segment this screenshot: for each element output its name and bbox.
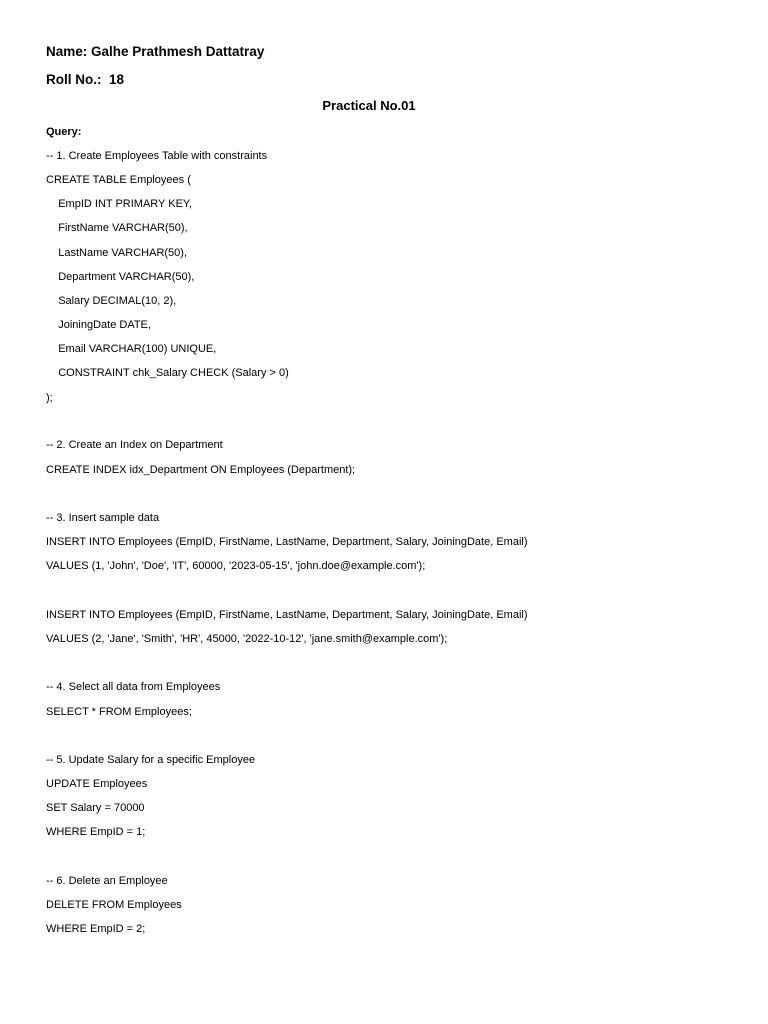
code-line: CREATE INDEX idx_Department ON Employees (Department); <box>46 464 356 476</box>
code-line: CONSTRAINT chk_Salary CHECK (Salary > 0) <box>46 367 289 379</box>
code-line: UPDATE Employees <box>46 778 148 790</box>
code-line: INSERT INTO Employees (EmpID, FirstName, LastName, Department, Salary, JoiningDate, Email) <box>46 536 528 548</box>
code-line: -- 2. Create an Index on Department <box>46 439 223 451</box>
query-label: Query: <box>46 126 82 138</box>
code-line: VALUES (1, 'John', 'Doe', 'IT', 60000, '2023-05-15', 'john.doe@example.com'); <box>46 560 426 572</box>
page-title: Practical No.01 <box>322 98 416 113</box>
code-line: VALUES (2, 'Jane', 'Smith', 'HR', 45000, '2022-10-12', 'jane.smith@example.com'); <box>46 633 448 645</box>
code-line: WHERE EmpID = 1; <box>46 826 146 838</box>
student-name: Name: Galhe Prathmesh Dattatray <box>46 44 265 59</box>
code-line: Salary DECIMAL(10, 2), <box>46 295 177 307</box>
code-line: Department VARCHAR(50), <box>46 271 195 283</box>
code-line: ); <box>46 392 53 404</box>
code-line: SET Salary = 70000 <box>46 802 145 814</box>
code-line: Email VARCHAR(100) UNIQUE, <box>46 343 217 355</box>
code-line: -- 1. Create Employees Table with constraints <box>46 150 268 162</box>
code-line: -- 6. Delete an Employee <box>46 875 168 887</box>
code-line: SELECT * FROM Employees; <box>46 706 192 718</box>
code-line: EmpID INT PRIMARY KEY, <box>46 198 192 210</box>
code-line: FirstName VARCHAR(50), <box>46 222 188 234</box>
code-line: DELETE FROM Employees <box>46 899 182 911</box>
code-line: -- 5. Update Salary for a specific Employee <box>46 754 256 766</box>
code-line: WHERE EmpID = 2; <box>46 923 146 935</box>
code-line: INSERT INTO Employees (EmpID, FirstName, LastName, Department, Salary, JoiningDate, Email) <box>46 609 528 621</box>
roll-number: Roll No.: 18 <box>46 72 125 87</box>
code-line: LastName VARCHAR(50), <box>46 247 188 259</box>
code-line: -- 3. Insert sample data <box>46 512 160 524</box>
code-line: JoiningDate DATE, <box>46 319 151 331</box>
code-line: -- 4. Select all data from Employees <box>46 681 221 693</box>
code-line: CREATE TABLE Employees ( <box>46 174 191 186</box>
